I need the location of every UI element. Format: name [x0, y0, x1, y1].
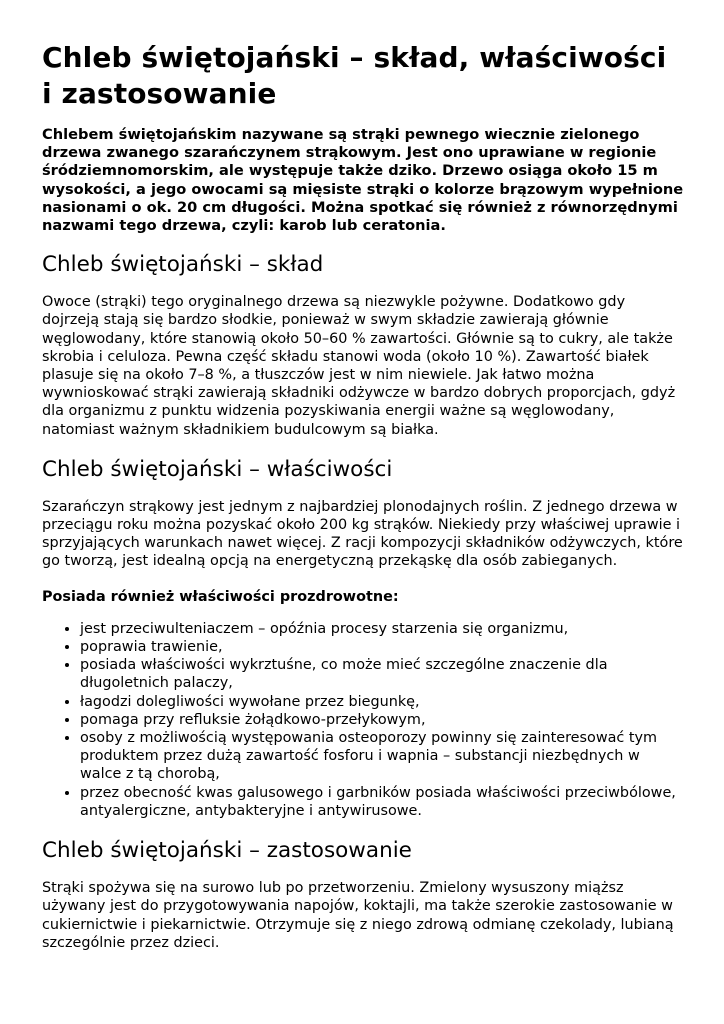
section-heading-wlasciwosci: Chleb świętojański – właściwości [42, 456, 393, 482]
list-item: • poprawia trawienie, [80, 638, 684, 656]
paragraph-zastosowanie: Strąki spożywa się na surowo lub po przetworzeniu. Zmielony wysuszony miąższ używany jest do przygotowywania napojów, koktajli, ma także szerokie zastosowanie w cukiernictwie i piekarnictwie. Otrzymuje się z niego zdrową odmianę czekolady, lubianą szczególnie przez dzieci. [42, 880, 674, 951]
subheading-prozdrowotne: Posiada również właściwości prozdrowotne: [42, 588, 399, 605]
section-zastosowanie [42, 837, 684, 952]
list-item: • łagodzi dolegliwości wywołane przez biegunkę, [80, 693, 684, 711]
section-sklad [42, 251, 684, 439]
section-heading-zastosowanie: Chleb świętojański – zastosowanie [42, 838, 412, 864]
benefits-list [42, 620, 684, 820]
lead-paragraph: Chlebem świętojańskim nazywane są strąki pewnego wiecznie zielonego drzewa zwanego szarańczynem strąkowym. Jest ono uprawiane w regionie śródziemnomorskim, ale występuje także dziko. Drzewo osiąga około 15 m wysokości, a jego owocami są mięsiste strąki o kolorze brązowym wypełnione nasionami o ok. 20 cm długości. Można spotkać się również z równorzędnymi nazwami tego drzewa, czyli: karob lub ceratonia. [42, 126, 684, 235]
list-item: • jest przeciwulteniaczem – opóźnia procesy starzenia się organizmu, [80, 620, 684, 638]
paragraph-sklad: Owoce (strąki) tego oryginalnego drzewa są niezwykle pożywne. Dodatkowo gdy dojrzeją stają się bardzo słodkie, ponieważ w swym składzie zawierają głównie węglowodany, które stanowią około 50–60 % zawartości. Głównie są to cukry, ale także skrobia i celuloza. Pewna część składu stanowi woda (około 10 %). Zawartość białek plasuje się na około 7–8 %, a tłuszczów jest w nim niewiele. Jak łatwo można wywnioskować strąki zawierają składniki odżywcze w bardzo dobrych proporcjach, gdyż dla organizmu z punktu widzenia pozyskiwania energii ważne są węglowodany, natomiast ważnym składnikiem budulcowym są białka. [42, 294, 676, 438]
list-item: • pomaga przy refluksie żołądkowo-przełykowym, [80, 711, 684, 729]
list-item: • posiada właściwości wykrztuśne, co może mieć szczególne znaczenie dla długoletnich palaczy, [80, 656, 684, 692]
page-title: Chleb świętojański – skład, właściwości i zastosowanie [42, 41, 667, 110]
paragraph-wlasciwosci: Szarańczyn strąkowy jest jednym z najbardziej plonodajnych roślin. Z jednego drzewa w przeciągu roku można pozyskać około 200 kg strąków. Niekiedy przy właściwej uprawie i sprzyjających warunkach nawet więcej. Z racji kompozycji składników odżywczych, które go tworzą, jest idealną opcją na energetyczną przekąskę dla osób zabieganych. [42, 498, 683, 570]
list-item: • osoby z możliwością występowania osteoporozy powinny się zainteresować tym produktem przez dużą zawartość fosforu i wapnia – substancji niezbędnych w walce z tą chorobą, [80, 729, 684, 784]
section-heading-sklad: Chleb świętojański – skład [42, 252, 324, 278]
section-wlasciwosci [42, 456, 684, 820]
list-item: • przez obecność kwas galusowego i garbników posiada właściwości przeciwbólowe, antyalergiczne, antybakteryjne i antywirusowe. [80, 784, 684, 820]
